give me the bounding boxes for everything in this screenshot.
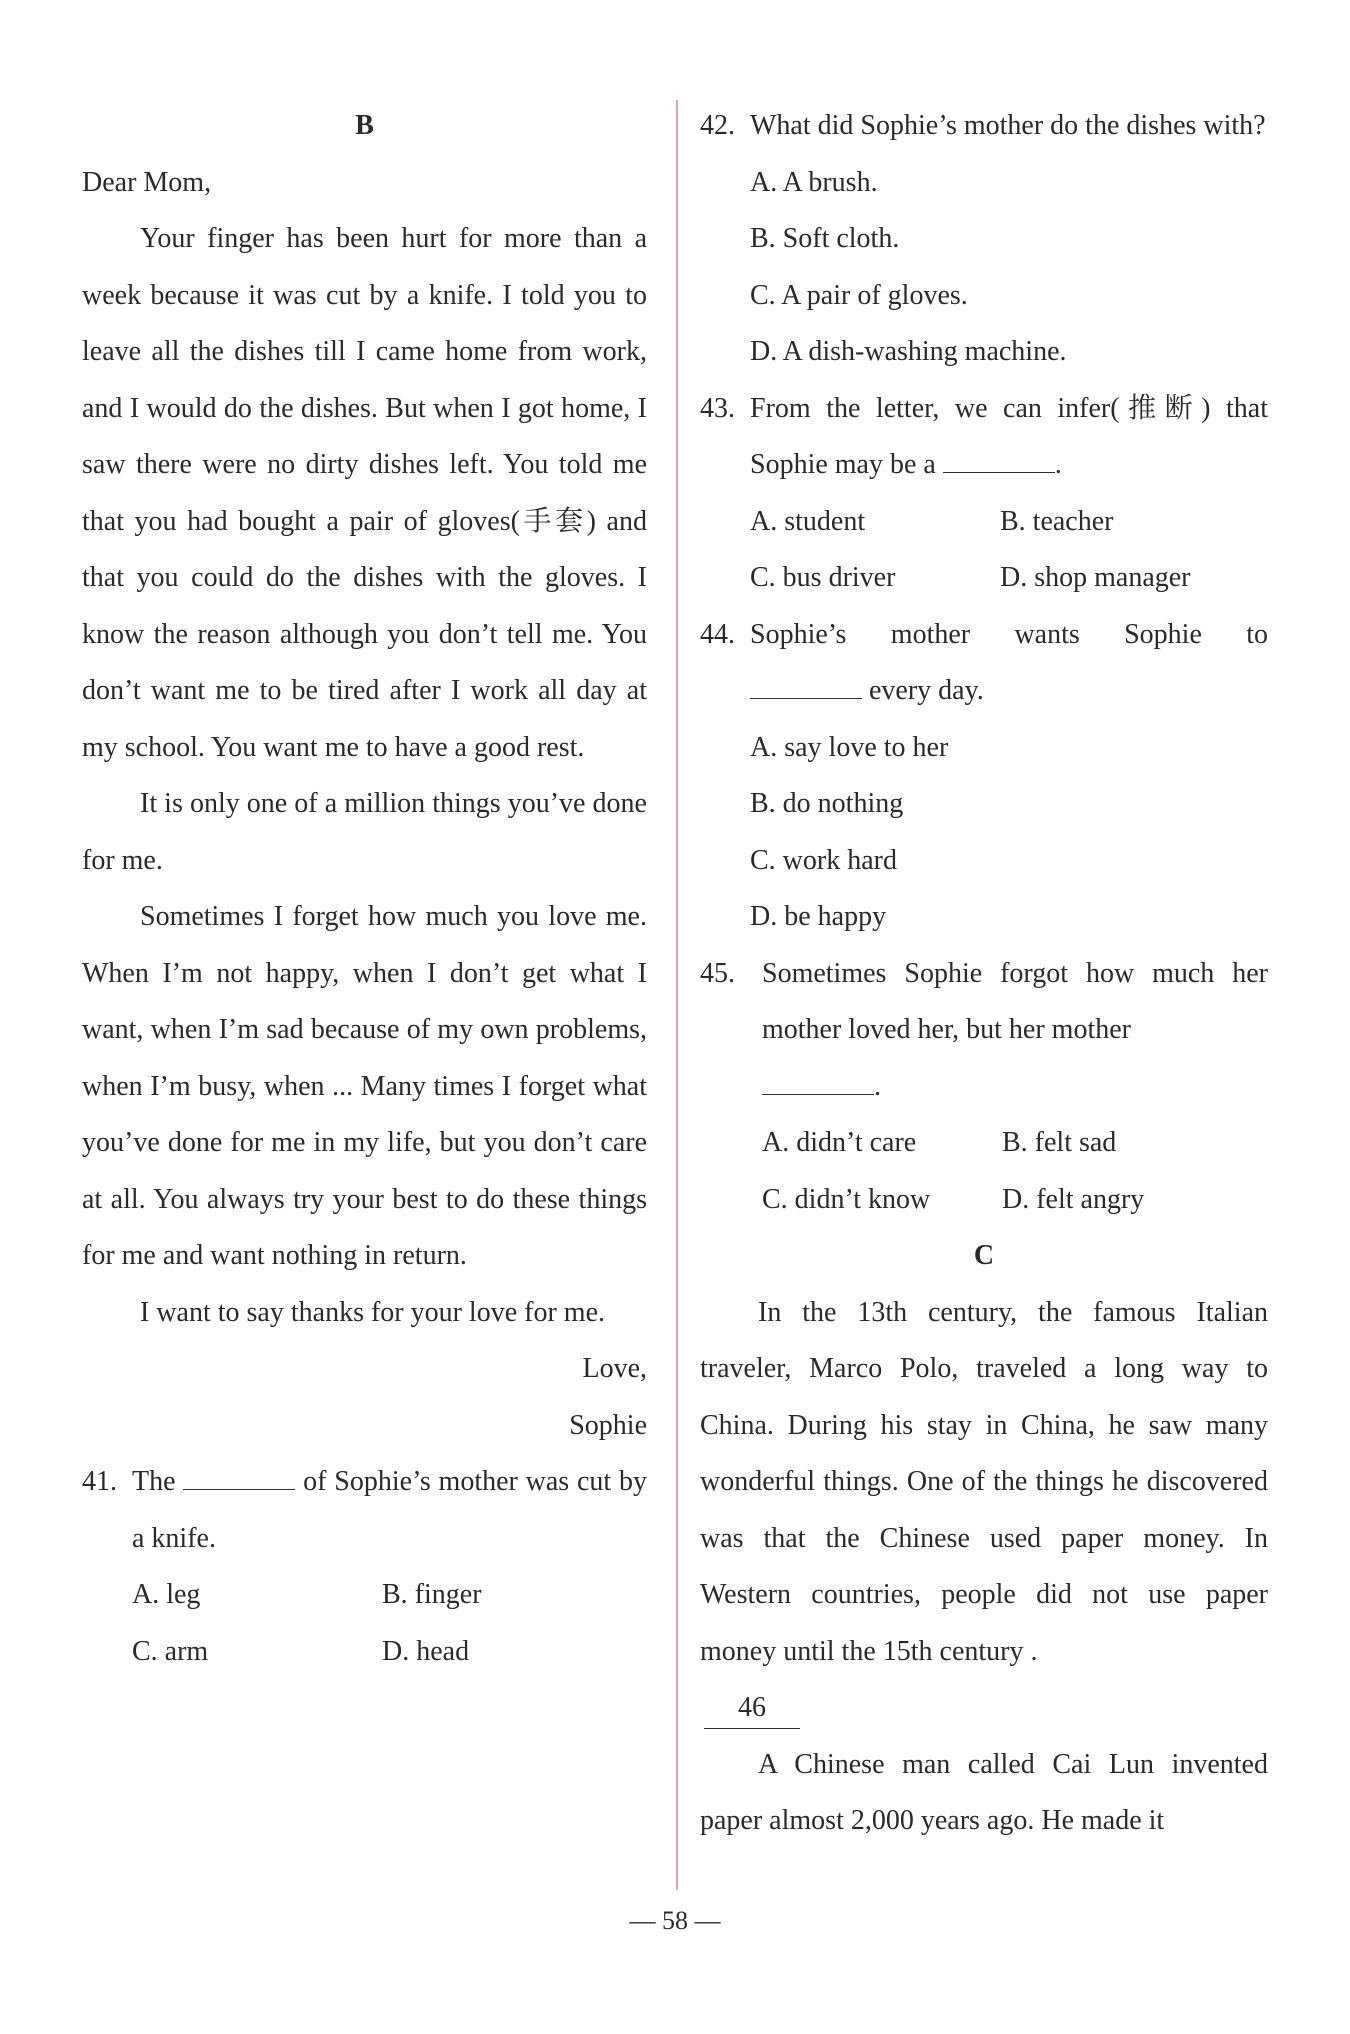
letter-paragraph-1: Your finger has been hurt for more than a week because it was cut by a knife. I told you to leave all the dishes till I came home from work, and I would do the dishes. But when I got home, I saw there were no dirty dishes left. You told me that you had bought a pair of gloves(手套) and that you could do the dishes with the gloves. I know the reason although you don’t tell me. You don’t want me to be tired after I work all day at my school. You want me to have a good rest. [82,223,647,763]
section-heading-c: C [973,1240,995,1271]
option-a: A. leg [132,1579,201,1610]
question-text: What did Sophie’s mother do the dishes with? [750,110,1266,141]
letter-closing: Love, [582,1353,647,1384]
question-number: 41. [82,1466,117,1497]
letter-paragraph-3: Sometimes I forget how much you love me. When I’m not happy, when I don’t get what I want, when I’m sad because of my own problems, when I’m busy, when ... Many times I forget what you’ve done for me in my life, but you don’t care at all. You always try your best to do these things for me and want nothing in return. [82,901,647,1271]
option-a: A. say love to her [750,731,949,763]
option-c: C. arm [132,1635,209,1667]
option-c: C. work hard [750,844,897,876]
options-row [700,1172,1268,1229]
options-row [82,1567,647,1624]
section-heading-b: B [355,110,374,141]
answer-blank [762,1072,874,1095]
question-44 [700,607,1268,664]
option-d: D. felt angry [1002,1183,1145,1215]
options-row [700,550,1268,607]
option-d: D. shop manager [1000,562,1191,593]
question-41 [82,1454,647,1567]
option-c: C. A pair of gloves. [750,279,968,311]
question-text-after: of Sophie’s mother was cut by a knife. [132,1466,648,1554]
gap-number-46: 46 [704,1688,800,1729]
question-text: Sophie’s mother wants Sophie to [750,618,1268,650]
option-b: B. finger [382,1579,482,1610]
gap-46-line [700,1680,1268,1737]
right-column [700,98,1268,1850]
page-number: — 58 — [629,1906,721,1935]
option-b: B. do nothing [750,788,904,819]
answer-blank [943,450,1055,473]
options-row [700,494,1268,551]
question-44-continuation [700,663,1268,720]
options-row [700,1115,1268,1172]
option-a: A. student [750,505,866,537]
option-b: B. Soft cloth. [750,223,900,254]
question-45 [700,946,1268,1059]
question-number: 42. [700,110,735,141]
question-text-after: every day. [869,675,984,706]
answer-blank [750,676,862,699]
letter-paragraph-4: I want to say thanks for your love for me. [140,1296,605,1328]
option-d: D. A dish-washing machine. [750,336,1067,367]
question-text [750,381,1268,494]
question-number: 45. [700,957,735,989]
question-42 [700,98,1268,155]
question-text [132,1454,647,1567]
question-number: 43. [700,392,735,424]
option-d: D. head [382,1635,470,1667]
option-a: A. A brush. [750,166,878,198]
question-text-after: . [874,1070,881,1102]
question-text-before: The [132,1466,176,1497]
question-43 [700,381,1268,494]
column-divider [676,100,678,1890]
options-row [82,1624,647,1681]
answer-blank [183,1467,295,1490]
left-column [82,98,647,1680]
passage-c-paragraph-2: A Chinese man called Cai Lun invented paper almost 2,000 years ago. He made it [700,1748,1268,1836]
option-c: C. bus driver [750,562,896,593]
passage-c-paragraph-1: In the 13th century, the famous Italian traveler, Marco Polo, traveled a long way to China. During his stay in China, he saw many wonderful things. One of the things he discovered was that the Chinese used paper money. In Western countries, people did not use paper money until the 15th century . [700,1296,1268,1667]
letter-signature: Sophie [569,1409,647,1441]
option-d: D. be happy [750,901,887,932]
question-text-after: . [1054,449,1062,480]
option-b: B. felt sad [1002,1127,1117,1158]
letter-paragraph-2: It is only one of a million things you’ve done for me. [82,788,647,876]
option-b: B. teacher [1000,505,1114,537]
question-number: 44. [700,618,735,650]
salutation: Dear Mom, [82,166,212,198]
question-text: Sometimes Sophie forgot how much her mother loved her, but her mother [762,957,1268,1045]
option-a: A. didn’t care [762,1127,917,1158]
option-c: C. didn’t know [762,1183,931,1215]
question-text-before: From the letter, we can infer(推断) that Sophie may be a [750,392,1268,480]
question-45-continuation [700,1059,1268,1116]
